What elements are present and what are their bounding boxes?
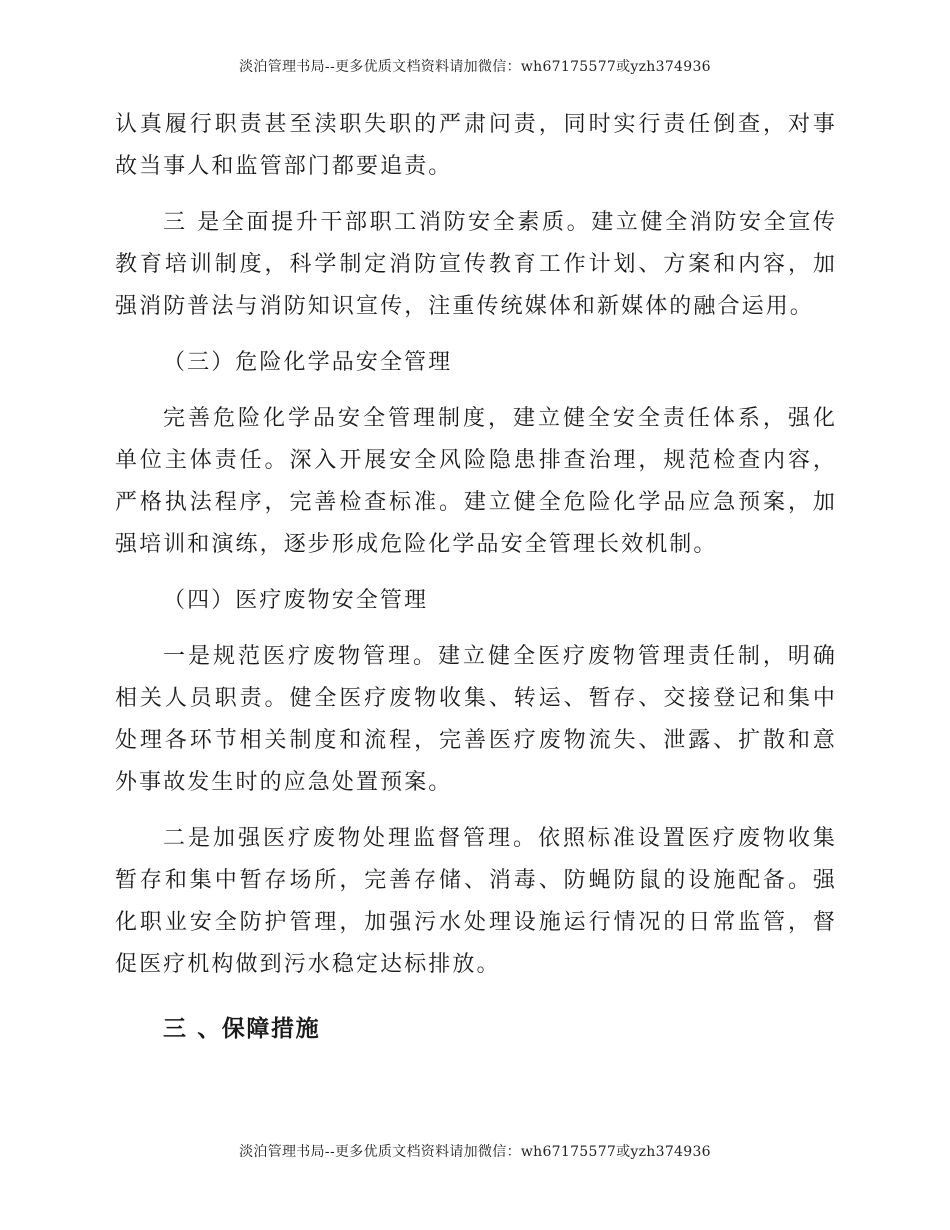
paragraph-hazardous-chemicals: 完善危险化学品安全管理制度，建立健全安全责任体系，强化单位主体责任。深入开展安全风险隐患排查治理，规范检查内容，严格执法程序，完善检查标准。建立健全危险化学品应急预案，加强培训和演练，逐步形成危险化学品安全管理长效机制。 bbox=[115, 406, 837, 557]
paragraph-accountability: 认真履行职责甚至渎职失职的严肃问责，同时实行责任倒查，对事故当事人和监管部门都要追责。 bbox=[115, 112, 837, 179]
section-heading-safeguards: 三 、保障措施 bbox=[163, 1016, 321, 1042]
subheading-medical-waste: （四）医疗废物安全管理 bbox=[163, 588, 429, 613]
page-footer: 淡泊管理书局--更多优质文档资料请加微信：wh67175577或yzh374936 bbox=[239, 1144, 711, 1160]
paragraph-fire-safety-training: 三 是全面提升干部职工消防安全素质。建立健全消防安全宣传教育培训制度，科学制定消防宣传教育工作计划、方案和内容，加强消防普法与消防知识宣传，注重传统媒体和新媒体的融合运用。 bbox=[115, 210, 837, 319]
document-body bbox=[115, 104, 837, 1050]
paragraph-medical-waste-supervision: 二是加强医疗废物处理监督管理。依照标准设置医疗废物收集暂存和集中暂存场所，完善存储、消毒、防蝇防鼠的设施配备。强化职业安全防护管理，加强污水处理设施运行情况的日常监管，督促医疗机构做到污水稳定达标排放。 bbox=[115, 826, 837, 977]
subheading-hazardous-chemicals: （三）危险化学品安全管理 bbox=[163, 350, 453, 375]
paragraph-medical-waste-management: 一是规范医疗废物管理。建立健全医疗废物管理责任制，明确相关人员职责。健全医疗废物收集、转运、暂存、交接登记和集中处理各环节相关制度和流程，完善医疗废物流失、泄露、扩散和意外事故发生时的应急处置预案。 bbox=[115, 644, 837, 795]
page-header: 淡泊管理书局--更多优质文档资料请加微信：wh67175577或yzh374936 bbox=[239, 59, 711, 75]
